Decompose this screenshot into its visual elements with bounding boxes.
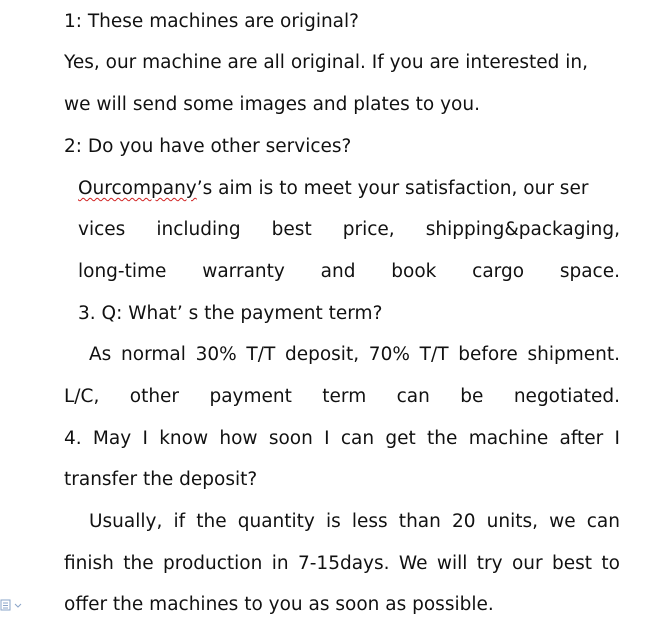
faq-answer-2-line-3: long-time warranty and book cargo space. [78,261,620,282]
faq-answer-3-line-1: As normal 30% T/T deposit, 70% T/T before shipment. [89,344,620,365]
faq-answer-4-line-2: finish the production in 7-15days. We will try our best to [64,553,620,574]
faq-answer-2-line-1 [78,178,620,200]
spellcheck-flagged-word[interactable]: Ourcompany [78,178,197,199]
faq-answer-2-line-1-text: ’s aim is to meet your satisfaction, our ser [196,178,589,199]
faq-answer-2-line-2: vices including best price, shipping&packaging, [78,219,620,240]
faq-answer-1-line-1: Yes, our machine are all original. If you are interested in, [64,52,588,73]
faq-question-4-line-1: 4. May I know how soon I can get the machine after I [64,428,620,449]
faq-question-1: 1: These machines are original? [64,11,359,32]
faq-question-4-line-2: transfer the deposit? [64,469,258,490]
faq-question-3: 3. Q: What’ s the payment term? [78,303,383,324]
faq-answer-1-line-2: we will send some images and plates to you. [64,94,480,115]
paragraph-marker-icon[interactable] [0,597,22,611]
faq-question-2: 2: Do you have other services? [64,136,352,157]
faq-answer-4-line-3: offer the machines to you as soon as possible. [64,594,494,615]
faq-answer-3-line-2: L/C, other payment term can be negotiated. [64,386,620,407]
faq-answer-4-line-1: Usually, if the quantity is less than 20 units, we can [89,511,620,532]
